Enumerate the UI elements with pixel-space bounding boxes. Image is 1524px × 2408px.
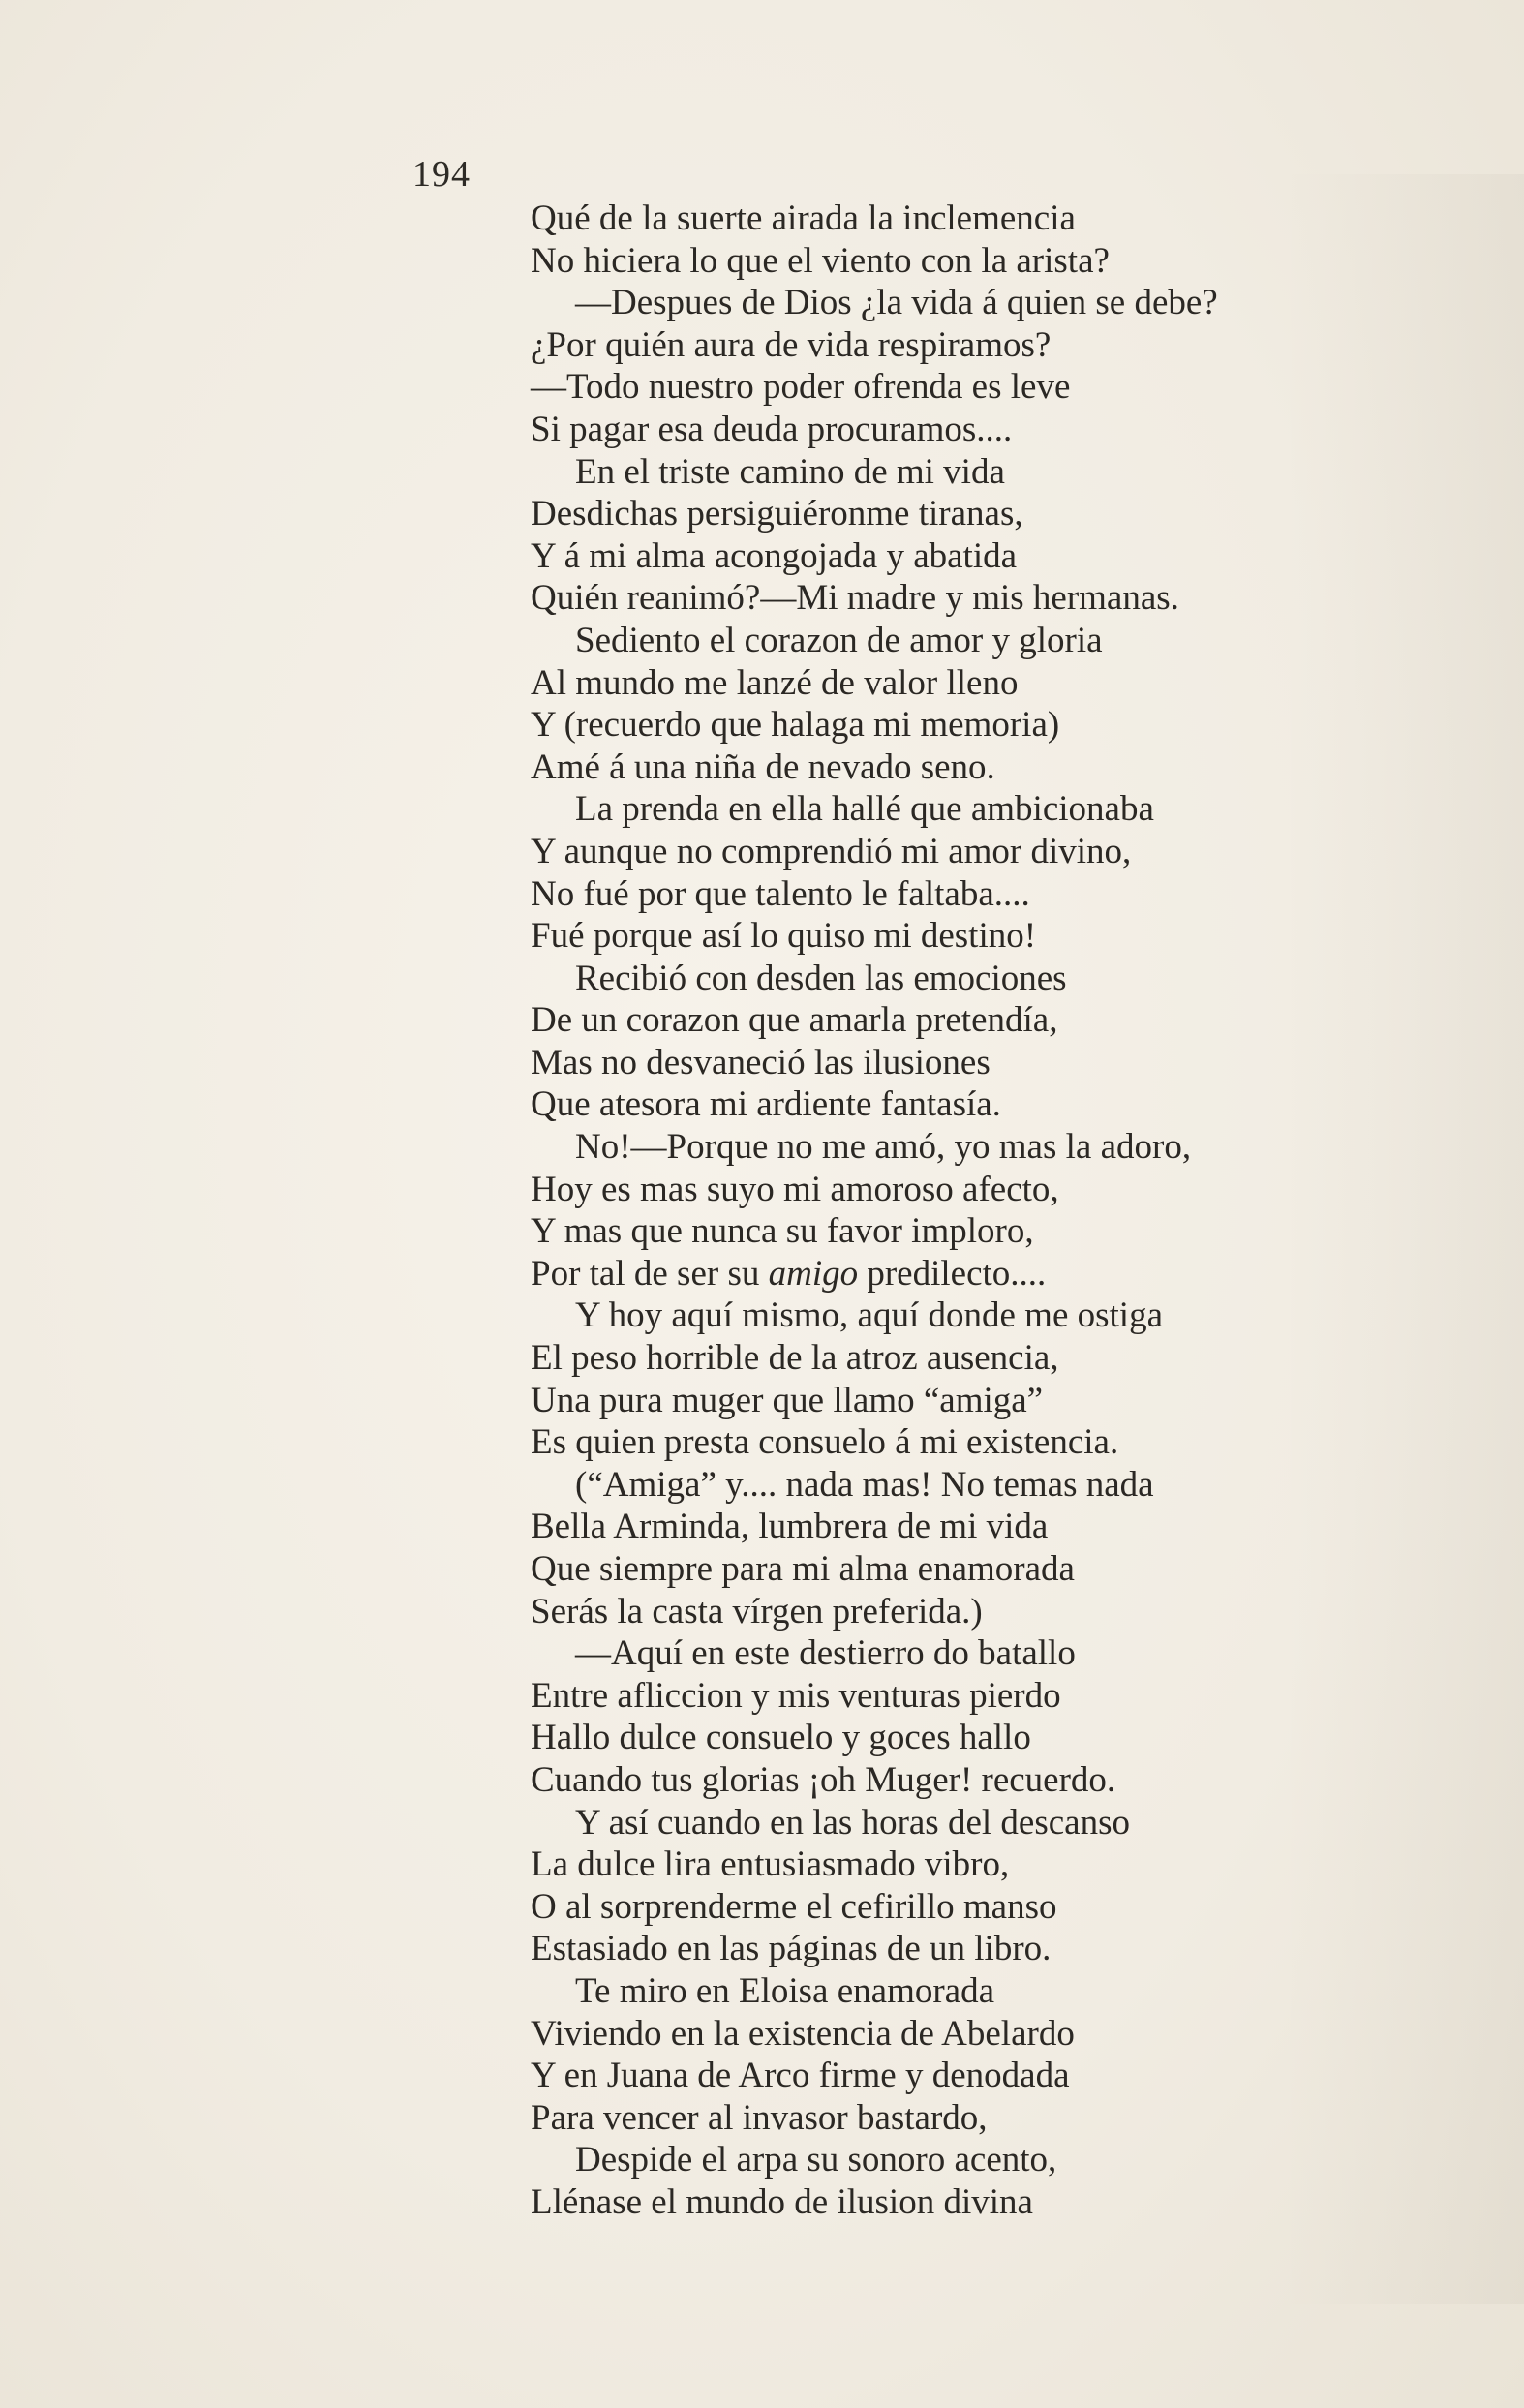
poem-line: Mas no desvaneció las ilusiones — [531, 1042, 991, 1082]
poem-line: De un corazon que amarla pretendía, — [531, 1000, 1058, 1041]
poem-line: Y (recuerdo que halaga mi memoria) — [531, 705, 1060, 746]
poem-line: —Aquí en este destierro do batallo — [575, 1633, 1076, 1674]
poem-line: Viviendo en la existencia de Abelardo — [531, 2013, 1075, 2054]
poem-line: Hallo dulce consuelo y goces hallo — [531, 1718, 1031, 1758]
poem-line: Amé á una niña de nevado seno. — [531, 747, 995, 787]
poem-line: Hoy es mas suyo mi amoroso afecto, — [531, 1169, 1059, 1209]
poem-line: Es quien presta consuelo á mi existencia. — [531, 1422, 1119, 1463]
poem-line: Una pura muger que llamo “amiga” — [531, 1380, 1044, 1420]
poem-line: Te miro en Eloisa enamorada — [575, 1970, 995, 2011]
poem-line: Al mundo me lanzé de valor lleno — [531, 662, 1019, 703]
poem-line: —Todo nuestro poder ofrenda es leve — [531, 367, 1071, 408]
poem-line: ¿Por quién aura de vida respiramos? — [531, 324, 1052, 365]
poem-line: Qué de la suerte airada la inclemencia — [531, 198, 1076, 238]
poem-line: Sediento el corazon de amor y gloria — [575, 620, 1103, 660]
page-number: 194 — [412, 154, 471, 195]
poem-line: Cuando tus glorias ¡oh Muger! recuerdo. — [531, 1759, 1116, 1800]
poem-line: Y en Juana de Arco firme y denodada — [531, 2056, 1070, 2096]
poem-line: Desdichas persiguiéronme tiranas, — [531, 494, 1023, 534]
poem-line: Que atesora mi ardiente fantasía. — [531, 1084, 1001, 1125]
poem-line: Y mas que nunca su favor imploro, — [531, 1211, 1034, 1252]
poem-line: Recibió con desden las emociones — [575, 958, 1067, 998]
poem-line: Despide el arpa su sonoro acento, — [575, 2140, 1057, 2180]
poem-line: Y hoy aquí mismo, aquí donde me ostiga — [575, 1295, 1163, 1336]
poem-line: Fué porque así lo quiso mi destino! — [531, 916, 1037, 957]
poem-line: No fué por que talento le faltaba.... — [531, 873, 1030, 914]
poem-text — [531, 198, 1383, 2224]
poem-line: En el triste camino de mi vida — [575, 451, 1005, 492]
poem-line: Entre afliccion y mis venturas pierdo — [531, 1675, 1061, 1716]
poem-line: La prenda en ella hallé que ambicionaba — [575, 789, 1154, 830]
poem-line: Y aunque no comprendió mi amor divino, — [531, 831, 1132, 871]
poem-line: No!—Porque no me amó, yo mas la adoro, — [575, 1127, 1192, 1168]
poem-line: Llénase el mundo de ilusion divina — [531, 2181, 1033, 2222]
poem-line: Para vencer al invasor bastardo, — [531, 2097, 988, 2138]
poem-line: (“Amiga” y.... nada mas! No temas nada — [575, 1464, 1154, 1505]
poem-line: Serás la casta vírgen preferida.) — [531, 1591, 983, 1631]
poem-line: Quién reanimó?—Mi madre y mis hermanas. — [531, 578, 1179, 619]
poem-line: Si pagar esa deuda procuramos.... — [531, 409, 1013, 449]
poem-line: —Despues de Dios ¿la vida á quien se debe? — [575, 283, 1218, 323]
poem-line: El peso horrible de la atroz ausencia, — [531, 1338, 1059, 1379]
poem-line: Estasiado en las páginas de un libro. — [531, 1929, 1052, 1969]
poem-line: O al sorprenderme el cefirillo manso — [531, 1886, 1057, 1927]
poem-line: Bella Arminda, lumbrera de mi vida — [531, 1507, 1049, 1547]
poem-line: Por tal de ser su amigo predilecto.... — [531, 1253, 1047, 1294]
poem-line: Y á mi alma acongojada y abatida — [531, 535, 1018, 576]
poem-line: La dulce lira entusiasmado vibro, — [531, 1844, 1010, 1885]
poem-line: No hiciera lo que el viento con la arista? — [531, 240, 1110, 281]
poem-line: Y así cuando en las horas del descanso — [575, 1802, 1130, 1843]
poem-line: Que siempre para mi alma enamorada — [531, 1549, 1075, 1589]
